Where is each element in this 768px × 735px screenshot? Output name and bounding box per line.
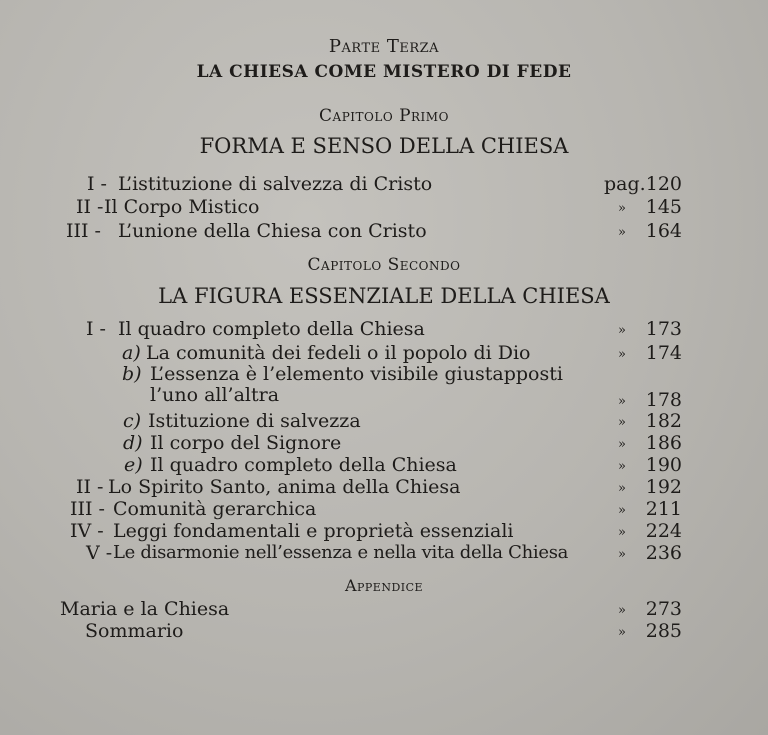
toc-entry[interactable] — [0, 598, 768, 622]
page-number: 182 — [645, 410, 682, 432]
page-number: 236 — [645, 542, 682, 564]
appendix-label: Appendice — [344, 576, 424, 595]
page-prefix: » — [618, 394, 626, 409]
entry-title: Le disarmonie nell’essenza e nella vita della Chiesa — [113, 542, 569, 563]
entry-number: II - — [76, 196, 104, 218]
entry-number: I - — [86, 318, 106, 340]
toc-entry[interactable] — [0, 173, 768, 197]
toc-entry[interactable] — [0, 363, 768, 411]
entry-number: II - — [76, 476, 104, 498]
page-prefix: » — [618, 547, 626, 562]
page-prefix: » — [618, 503, 626, 518]
page-number: 190 — [645, 454, 682, 476]
page-number: 273 — [645, 598, 682, 620]
toc-entry[interactable] — [0, 454, 768, 478]
entry-letter: e) — [124, 454, 143, 476]
entry-number: III - — [70, 498, 105, 520]
entry-letter: c) — [123, 410, 142, 432]
toc-entry[interactable] — [0, 196, 768, 220]
page-number: 224 — [645, 520, 682, 542]
entry-title: Il corpo del Signore — [150, 432, 342, 454]
entry-title: Il quadro completo della Chiesa — [118, 318, 425, 340]
entry-title: Leggi fondamentali e proprietà essenziali — [113, 520, 514, 542]
page-prefix: » — [618, 323, 626, 338]
page-number: 211 — [645, 498, 682, 520]
page-number: 285 — [645, 620, 682, 642]
entry-title: La comunità dei fedeli o il popolo di Dio — [146, 342, 531, 364]
page-prefix: » — [618, 201, 626, 216]
entry-number: III - — [66, 220, 101, 242]
page-number: 120 — [645, 173, 682, 195]
page-prefix: » — [618, 347, 626, 362]
entry-letter: a) — [122, 342, 141, 364]
page-prefix: » — [618, 481, 626, 496]
chapter1-title: FORMA E SENSO DELLA CHIESA — [199, 134, 569, 158]
page-number: 178 — [645, 389, 682, 411]
entry-title: L’istituzione di salvezza di Cristo — [118, 173, 433, 195]
chapter2-title: LA FIGURA ESSENZIALE DELLA CHIESA — [158, 284, 610, 308]
page-prefix: pag. — [604, 173, 646, 195]
part-label: Parte Terza — [328, 36, 440, 57]
page-prefix: » — [618, 225, 626, 240]
entry-title: L’essenza è l’elemento visibile giustapposti — [150, 363, 563, 385]
chapter1-label: Capitolo Primo — [319, 106, 449, 126]
entry-number: IV - — [70, 520, 104, 542]
toc-entry[interactable] — [0, 410, 768, 434]
page-number: 173 — [645, 318, 682, 340]
toc-entry[interactable] — [0, 542, 768, 566]
entry-title: Sommario — [85, 620, 184, 642]
page-prefix: » — [618, 415, 626, 430]
page-prefix: » — [618, 603, 626, 618]
entry-title: Maria e la Chiesa — [60, 598, 230, 620]
toc-entry[interactable] — [0, 520, 768, 544]
entry-title: Istituzione di salvezza — [148, 410, 361, 432]
entry-title-continued: l’uno all’altra — [150, 384, 280, 406]
part-title: LA CHIESA COME MISTERO DI FEDE — [196, 62, 572, 82]
page-number: 145 — [645, 196, 682, 218]
toc-entry[interactable] — [0, 432, 768, 456]
toc-entry[interactable] — [0, 498, 768, 522]
entry-title: L’unione della Chiesa con Cristo — [118, 220, 427, 242]
page-prefix: » — [618, 437, 626, 452]
entry-title: Il quadro completo della Chiesa — [150, 454, 457, 476]
page-prefix: » — [618, 525, 626, 540]
entry-letter: d) — [123, 432, 143, 454]
toc-entry[interactable] — [0, 318, 768, 342]
entry-title: Il Corpo Mistico — [104, 196, 260, 218]
entry-title: Comunità gerarchica — [113, 498, 317, 520]
chapter2-label: Capitolo Secondo — [307, 255, 461, 275]
page-number: 192 — [645, 476, 682, 498]
toc-entry[interactable] — [0, 220, 768, 244]
page-prefix: » — [618, 459, 626, 474]
toc-entry[interactable] — [0, 476, 768, 500]
entry-number: V - — [86, 542, 113, 564]
toc-entry[interactable] — [0, 620, 768, 644]
page-number: 174 — [645, 342, 682, 364]
page-number: 186 — [645, 432, 682, 454]
entry-number: I - — [87, 173, 107, 195]
page-number: 164 — [645, 220, 682, 242]
entry-letter: b) — [122, 363, 142, 385]
page-prefix: » — [618, 625, 626, 640]
entry-title: Lo Spirito Santo, anima della Chiesa — [108, 476, 461, 498]
